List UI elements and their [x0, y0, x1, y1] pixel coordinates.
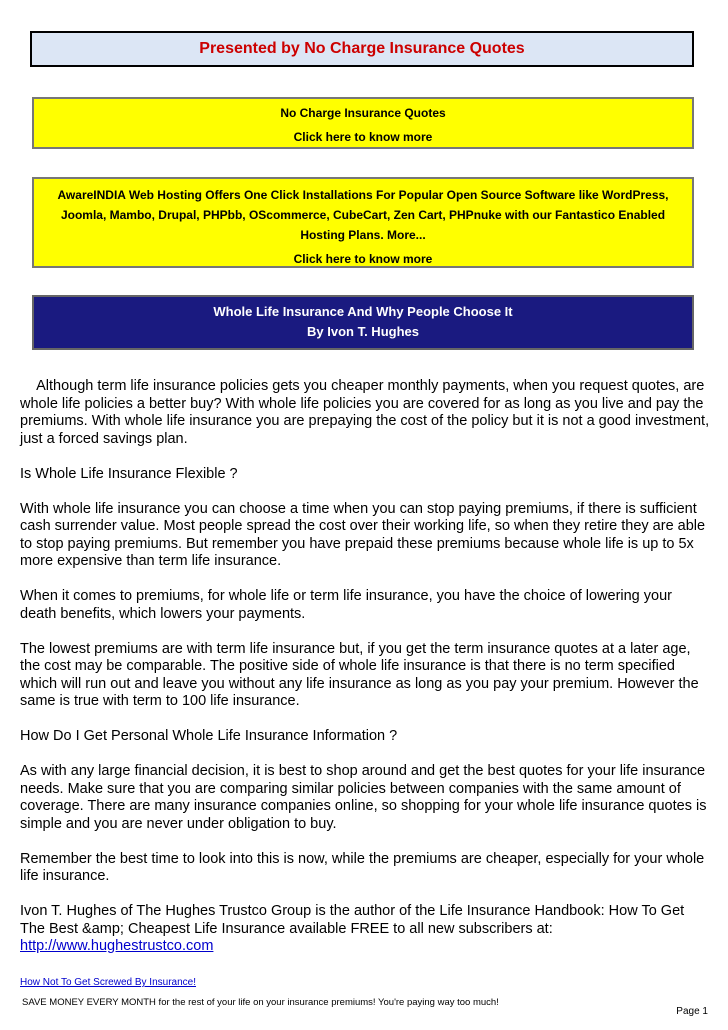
ad-title: No Charge Insurance Quotes	[280, 106, 446, 120]
top-banner-text: Presented by No Charge Insurance Quotes	[199, 40, 525, 57]
article-title: Whole Life Insurance And Why People Choose It	[213, 304, 513, 319]
page-number: Page 1	[676, 1006, 708, 1017]
article-body	[20, 378, 714, 973]
paragraph: With whole life insurance you can choose a time when you can stop paying premiums, if there is sufficient cash surrender value. Most people spread the cost over their working life, so when they retire they are able to stop paying premiums. But remember you have prepaid these premiums because whole life is up to 5x more expensive than term life insurance.	[20, 500, 706, 569]
ad-text: AwareINDIA Web Hosting Offers One Click Installations For Popular Open Source Software like WordPress, Joomla, Mambo, Drupal, PHPbb, OScommerce, CubeCart, Zen Cart, PHPnuke with our Fantastico Enabled Hosting Plans. More...	[57, 188, 669, 242]
article-byline: By Ivon T. Hughes	[307, 324, 419, 339]
footer-link[interactable]: How Not To Get Screwed By Insurance!	[20, 977, 197, 988]
paragraph: Remember the best time to look into this is now, while the premiums are cheaper, especially for your whole life insurance.	[20, 850, 705, 884]
author-website-link[interactable]: http://www.hughestrustco.com	[20, 938, 214, 954]
paragraph: Although term life insurance policies gets you cheaper monthly payments, when you request quotes, are whole life policies a better buy? With whole life policies you are covered for as long as you live and pay the premiums. With whole life insurance you are prepaying the cost of the policy but it is not a good investment, just a forced savings plan.	[20, 378, 714, 447]
author-bio	[20, 903, 710, 956]
ad-box-insurance-quotes	[32, 97, 694, 149]
paragraph: As with any large financial decision, it is best to shop around and get the best quotes for your life insurance needs. Make sure that you are comparing similar policies between companies with the same amount of coverage. There are many insurance companies online, so shopping for your whole life insurance quotes is simple and you are never under obligation to buy.	[20, 763, 707, 832]
paragraph: The lowest premiums are with term life insurance but, if you get the term insurance quotes at a later age, the cost may be comparable. The positive side of whole life insurance is that there is no term specified which will run out and leave you without any life insurance as long as you pay your premium. However the same is true with term to 100 life insurance.	[20, 640, 699, 709]
know-more-link[interactable]: Click here to know more	[293, 252, 433, 266]
footer-text: SAVE MONEY EVERY MONTH for the rest of your life on your insurance premiums! You're paying way too much!	[22, 997, 499, 1008]
top-banner	[30, 31, 694, 67]
ad-box-web-hosting	[32, 177, 694, 268]
section-heading: How Do I Get Personal Whole Life Insurance Information ?	[20, 728, 398, 744]
author-bio-text: Ivon T. Hughes of The Hughes Trustco Group is the author of the Life Insurance Handbook: How To Get The Best &amp; Cheapest Life Insurance available FREE to all new subscribers at:	[20, 903, 685, 937]
article-title-box	[32, 295, 694, 350]
paragraph: When it comes to premiums, for whole life or term life insurance, you have the choice of lowering your death benefits, which lowers your payments.	[20, 588, 672, 622]
know-more-link[interactable]: Click here to know more	[293, 130, 433, 144]
section-heading: Is Whole Life Insurance Flexible ?	[20, 465, 238, 482]
